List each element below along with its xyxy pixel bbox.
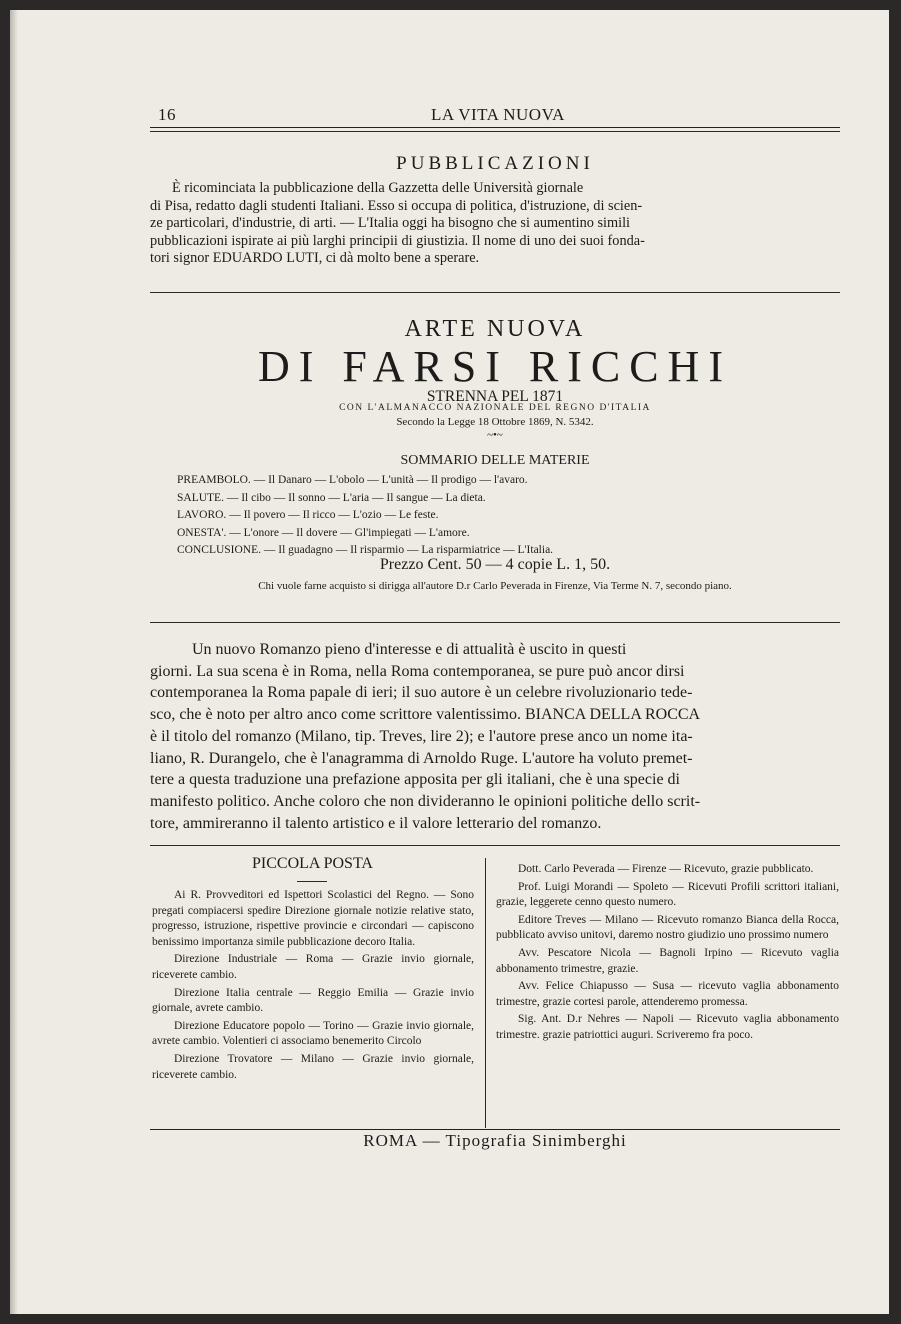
posta-entry: Editore Treves — Milano — Ricevuto romanzo Bianca della Rocca, pubblicato avviso unitovi, daremo nostro giudizio uno prossimo numero: [496, 913, 839, 942]
romanzo-line-5: è il titolo del romanzo (Milano, tip. Treves, lire 2); e l'autore prese anco un nome ita-: [150, 727, 693, 745]
posta-entry: Direzione Educatore popolo — Torino — Grazie invio giornale, avrete cambio. Volentieri ci associamo benemerito Circolo: [152, 1019, 474, 1048]
sommario-heading: SOMMARIO DELLE MATERIE: [400, 453, 590, 468]
romanzo-line-3: contemporanea la Roma papale di ieri; il suo autore è un celebre rivoluzionario tede-: [150, 684, 693, 702]
sommario-item-label: CONCLUSIONE.: [177, 544, 262, 556]
sommario-item-text: — Il povero — Il ricco — L'ozio — Le feste.: [229, 509, 439, 521]
divider-2: [150, 622, 840, 623]
posta-entry: Prof. Luigi Morandi — Spoleto — Ricevuti Profili scrittori italiani, grazie, leggerete cenno questo numero.: [496, 880, 839, 909]
posta-entry: Direzione Trovatore — Milano — Grazie invio giornale, riceverete cambio.: [152, 1052, 474, 1081]
sommario-list: [177, 472, 737, 560]
advert-legge: Secondo la Legge 18 Ottobre 1869, N. 5342.: [396, 416, 594, 428]
sommario-item-text: — Il guadagno — Il risparmio — La risparmiatrice — L'Italia.: [263, 544, 554, 556]
romanzo-line-1: Un nuovo Romanzo pieno d'interesse e di attualità è uscito in questi: [192, 641, 627, 658]
pub-line-3: ze particolari, d'industrie, di arti. — L'Italia oggi ha bisogno che si aumentino simili: [150, 215, 631, 231]
pub-line-4: pubblicazioni ispirate ai più larghi principii di giustizia. Il nome di uno dei suoi fonda-: [150, 232, 645, 249]
divider-1: [150, 292, 840, 293]
newspaper-page: [10, 10, 889, 1314]
posta-entry: Avv. Felice Chiapusso — Susa — ricevuto vaglia abbonamento trimestre, grazie cortesi parole, attenderemo promessa.: [496, 980, 839, 1008]
advert-title-line2: DI FARSI RICCHI: [257, 342, 732, 391]
pubblicazioni-body: [150, 180, 838, 268]
page-edge-shadow: [10, 10, 18, 1314]
advert-strenna: STRENNA PEL 1871: [426, 388, 564, 405]
posta-entry: Avv. Pescatore Nicola — Bagnoli Irpino — Ricevuto vaglia abbonamento trimestre, grazie.: [496, 946, 839, 975]
sommario-item-label: SALUTE.: [177, 491, 224, 504]
footer-rule: [150, 1129, 840, 1130]
posta-entry: Direzione Italia centrale — Reggio Emilia — Grazie invio giornale, avrete cambio.: [152, 986, 474, 1015]
column-divider: [485, 858, 486, 1128]
sommario-item-label: LAVORO.: [177, 509, 227, 521]
romanzo-line-8: manifesto politico. Anche coloro che non divideranno le opinioni politiche dello scrit-: [150, 792, 701, 810]
sommario-item-text: — L'onore — Il dovere — Gl'impiegati — L'amore.: [229, 526, 470, 539]
sommario-item: [177, 490, 737, 508]
heading-short-rule: [297, 881, 327, 882]
pub-line-1: È ricominciata la pubblicazione della Gazzetta delle Università giornale: [172, 180, 584, 196]
romanzo-line-6: liano, R. Durangelo, che è l'anagramma di Arnoldo Ruge. L'autore ha voluto premet-: [150, 749, 693, 767]
sommario-item-text: — Il Danaro — L'obolo — L'unità — Il prodigo — l'avaro.: [253, 474, 528, 486]
printer-imprint: ROMA — Tipografia Sinimberghi: [363, 1131, 627, 1150]
romanzo-line-2: giorni. La sua scena è in Roma, nella Roma contemporanea, se pure può ancor dirsi: [150, 662, 685, 680]
ornament-flourish: ~•~: [487, 429, 503, 441]
posta-entry: Ai R. Provveditori ed Ispettori Scolastici del Regno. — Sono pregati compiacersi spedire Direzione giornale notizie relative stato, progresso, istruzione, rispettive provincie e circondari — capiscono benissimo importanza simile pubblicazione decoro Italia.: [152, 889, 474, 948]
advert-almanacco: CON L'ALMANACCO NAZIONALE DEL REGNO D'ITALIA: [339, 403, 651, 413]
posta-left-column: [152, 888, 474, 1085]
sommario-item: [177, 507, 737, 525]
advert-price: Prezzo Cent. 50 — 4 copie L. 1, 50.: [379, 556, 611, 573]
advert-purchase-info: Chi vuole farne acquisto si dirigga all'autore D.r Carlo Peverada in Firenze, Via Terme N. 7, secondo piano.: [258, 580, 732, 592]
posta-entry: Dott. Carlo Peverada — Firenze — Ricevuto, grazie pubblicato.: [518, 863, 814, 875]
advert-title-line1: ARTE NUOVA: [404, 316, 586, 342]
sommario-item: [177, 525, 737, 543]
posta-entry: Sig. Ant. D.r Nehres — Napoli — Ricevuto vaglia abbonamento trimestre. grazie patriottici auguri. Scriveremo fra poco.: [496, 1013, 839, 1041]
pubblicazioni-heading: PUBBLICAZIONI: [396, 153, 594, 174]
posta-right-column: [496, 862, 839, 1046]
page-number: 16: [158, 105, 176, 124]
journal-title: LA VITA NUOVA: [431, 105, 565, 124]
divider-3: [150, 845, 840, 846]
sommario-item-label: ONESTA'.: [177, 526, 227, 539]
romanzo-line-9: tore, ammireranno il talento artistico e il valore letterario del romanzo.: [150, 814, 602, 832]
header-rule: [150, 127, 840, 128]
romanzo-article: [150, 639, 838, 834]
pub-line-5: tori signor EDUARDO LUTI, ci dà molto bene a sperare.: [150, 250, 480, 266]
piccola-posta-heading: PICCOLA POSTA: [252, 855, 373, 872]
romanzo-line-4: sco, che è noto per altro anco come scrittore valentissimo. BIANCA DELLA ROCCA: [150, 706, 701, 724]
sommario-item-label: PREAMBOLO.: [177, 474, 251, 486]
sommario-item-text: — Il cibo — Il sonno — L'aria — Il sangue — La dieta.: [226, 491, 486, 504]
header-rule-thin: [150, 131, 840, 132]
sommario-item: [177, 472, 737, 490]
posta-entry: Direzione Industriale — Roma — Grazie invio giornale, riceverete cambio.: [152, 953, 474, 981]
romanzo-line-7: tere a questa traduzione una prefazione apposita per gli italiani, che è una specie di: [150, 771, 680, 789]
pub-line-2: di Pisa, redatto dagli studenti Italiani. Esso si occupa di politica, d'istruzione, di scien-: [150, 197, 643, 214]
